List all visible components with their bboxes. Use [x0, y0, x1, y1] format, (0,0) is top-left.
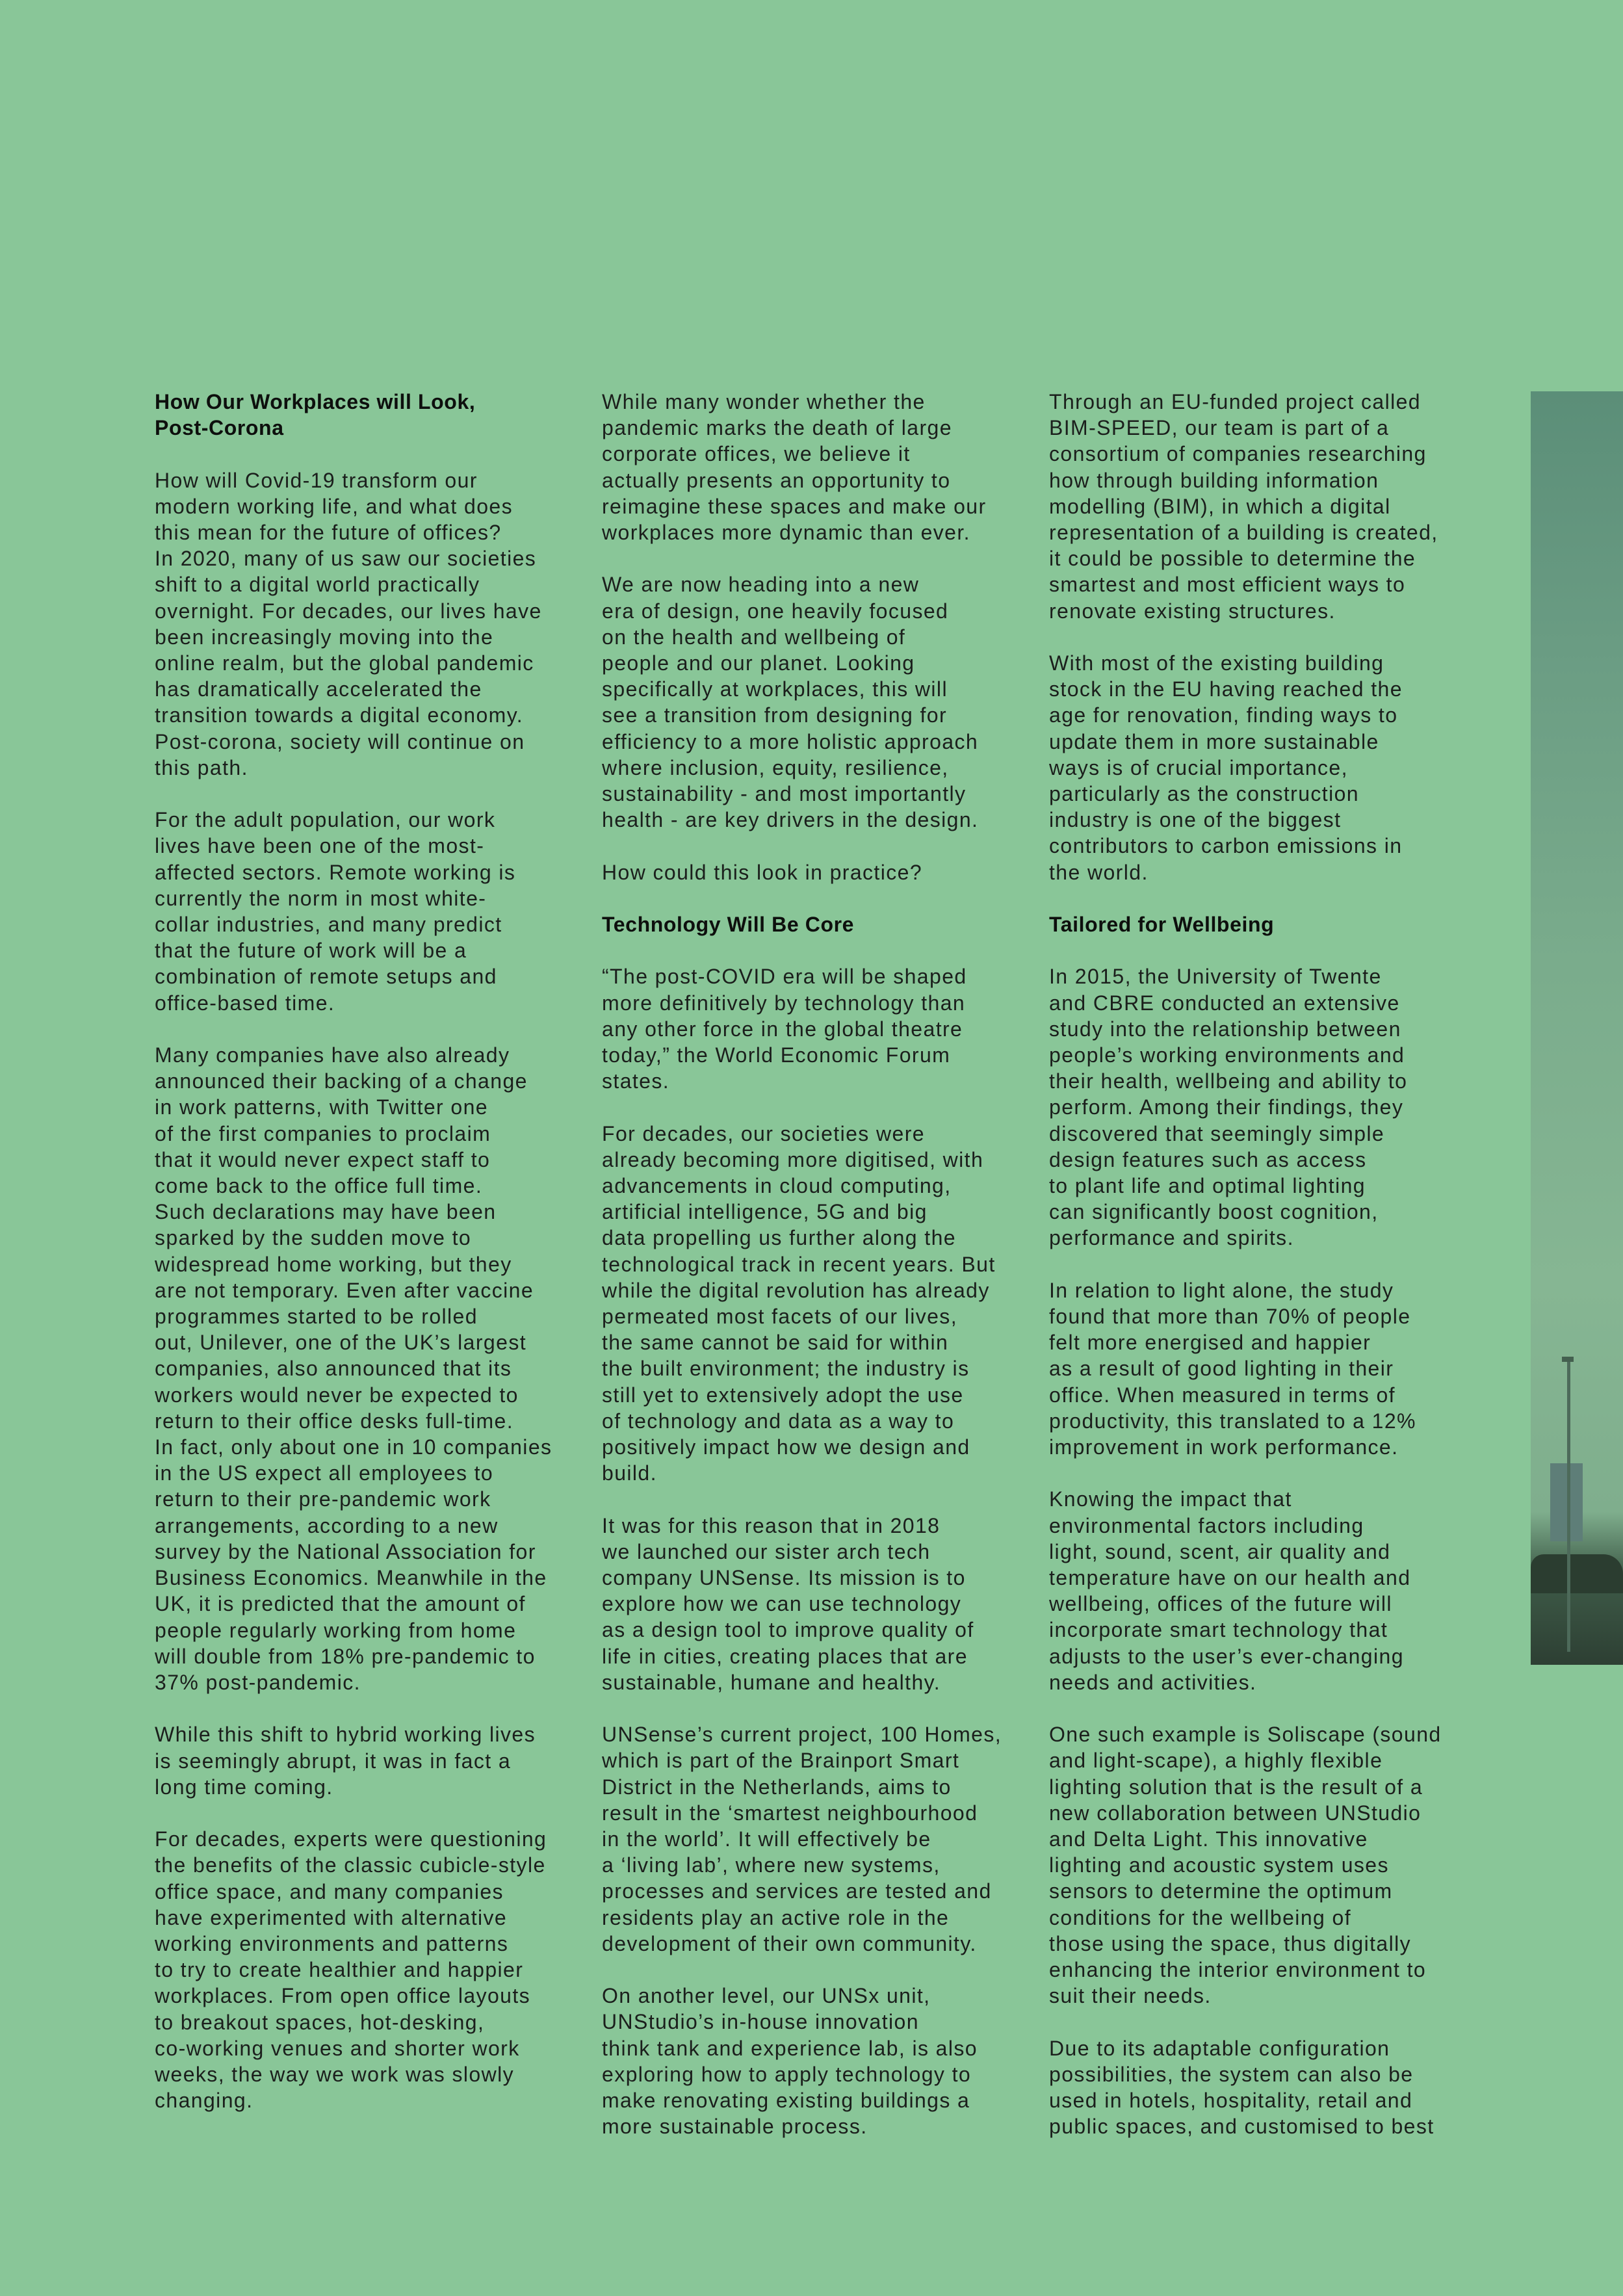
paragraph: “The post-COVID era will be shaped more definitively by technology than any other force in the global theatre today,” the World Economic Forum states. — [602, 965, 967, 1093]
paragraph: For the adult population, our work lives have been one of the most- affected sectors. Remote working is currently the norm in most white- collar industries, and many predict that the future of work will be a combination of remote setups and office-based time. — [155, 808, 516, 1015]
paragraph: How will Covid-19 transform our modern working life, and what does this mean for the future of offices? In 2020, many of us saw our societies shift to a digital world practically overnight. For decades, our lives have been increasingly moving into the online realm, but the global pandemic has dramatically accelerated the transition towards a digital economy. Post-corona, society will continue on this path. — [155, 468, 542, 779]
paragraph: How could this look in practice? — [602, 860, 923, 884]
city-sky-photo — [1531, 391, 1623, 1665]
article-column-1 — [155, 389, 584, 2140]
paragraph: For decades, our societies were already becoming more digitised, with advancements in cloud computing, artificial intelligence, 5G and big data propelling us further along the technological track in recent years. But while the digital revolution has already permeated most facets of our lives, the same cannot be said for within the built environment; the industry is still yet to extensively adopt the use of technology and data as a way to positively impact how we design and build. — [602, 1121, 996, 1485]
paragraph: In relation to light alone, the study found that more than 70% of people felt more energised and happier as a result of good lighting in their office. When measured in terms of productivity, this translated to a 12% improvement in work performance. — [1049, 1278, 1416, 1459]
paragraph: Due to its adaptable configuration possibilities, the system can also be used in hotels, hospitality, retail and public spaces, and customised to best — [1049, 2036, 1435, 2139]
article-title: How Our Workplaces will Look, Post-Corona — [155, 390, 476, 440]
paragraph: We are now heading into a new era of design, one heavily focused on the health and wellbeing of people and our planet. Looking specifically at workplaces, this will see a transition from designing for efficiency to a more holistic approach where inclusion, equity, resilience, sustainability - and most importantly health - are key drivers in the design. — [602, 573, 979, 832]
article-column-2 — [602, 389, 1031, 2166]
paragraph: On another level, our UNSx unit, UNStudio’s in-house innovation think tank and experience lab, is also exploring how to apply technology to make renovating existing buildings a more sustainable process. — [602, 1984, 978, 2139]
paragraph: One such example is Soliscape (sound and light-scape), a highly flexible lighting solution that is the result of a new collaboration between UNStudio and Delta Light. This innovative lighting and acoustic system uses sensors to determine the optimum conditions for the wellbeing of those using the space, thus digitally enhancing the interior environment to suit their needs. — [1049, 1723, 1442, 2008]
building-shape — [1550, 1463, 1583, 1541]
lamp-head-shape — [1562, 1357, 1574, 1362]
paragraph: While many wonder whether the pandemic marks the death of large corporate offices, we believe it actually presents an opportunity to reimagine these spaces and make our workplaces more dynamic than ever. — [602, 390, 987, 545]
section-heading-technology: Technology Will Be Core — [602, 913, 855, 937]
paragraph: UNSense’s current project, 100 Homes, which is part of the Brainport Smart District in the Netherlands, aims to result in the ‘smartest neighbourhood in the world’. It will effectively be a ‘living lab’, where new systems, processes and services are tested and residents play an active role in the development of their own community. — [602, 1723, 1002, 1955]
section-heading-wellbeing: Tailored for Wellbeing — [1049, 913, 1275, 937]
paragraph: With most of the existing building stock in the EU having reached the age for renovation, finding ways to update them in more sustainable ways is of crucial importance, particularly as the construction industry is one of the biggest contributors to carbon emissions in the world. — [1049, 651, 1403, 884]
paragraph: Knowing the impact that environmental factors including light, sound, scent, air quality and temperature have on our health and wellbeing, offices of the future will incorporate smart technology that adjusts to the user’s ever-changing needs and activities. — [1049, 1487, 1411, 1694]
paragraph: Many companies have also already announced their backing of a change in work patterns, with Twitter one of the first companies to proclaim that it would never expect staff to come back to the office full time. Such declarations may have been sparked by the sudden move to widespread home working, but they are not temporary. Even after vaccine programmes started to be rolled out, Unilever, one of the UK’s largest companies, also announced that its workers would never be expected to return to their office desks full-time. In fact, only about one in 10 companies in the US expect all employees to return to their pre-pandemic work arrangements, according to a new survey by the National Association for Business Economics. Meanwhile in the UK, it is predicted that the amount of people regularly working from home will double from 18% pre-pandemic to 37% post-pandemic. — [155, 1043, 552, 1694]
article-column-3 — [1049, 389, 1478, 2166]
lamp-pole-shape — [1567, 1359, 1570, 1652]
paragraph: In 2015, the University of Twente and CBRE conducted an extensive study into the relationship between people’s working environments and their health, wellbeing and ability to perform. Among their findings, they discovered that seemingly simple design features such as access to plant life and optimal lighting can significantly boost cognition, performance and spirits. — [1049, 965, 1408, 1250]
paragraph: For decades, experts were questioning the benefits of the classic cubicle-style office space, and many companies have experimented with alternative working environments and patterns to try to create healthier and happier workplaces. From open office layouts to breakout spaces, hot-desking, co-working venues and shorter work weeks, the way we work was slowly changing. — [155, 1827, 547, 2113]
trees-shape — [1531, 1554, 1623, 1593]
paragraph: While this shift to hybrid working lives is seemingly abrupt, it was in fact a long time coming. — [155, 1723, 536, 1799]
paragraph: Through an EU-funded project called BIM-SPEED, our team is part of a consortium of companies researching how through building information modelling (BIM), in which a digital representation of a building is created, it could be possible to determine the smartest and most efficient ways to renovate existing structures. — [1049, 390, 1438, 623]
paragraph: It was for this reason that in 2018 we launched our sister arch tech company UNSense. Its mission is to explore how we can use technology as a design tool to improve quality of life in cities, creating places that are sustainable, humane and healthy. — [602, 1513, 974, 1694]
